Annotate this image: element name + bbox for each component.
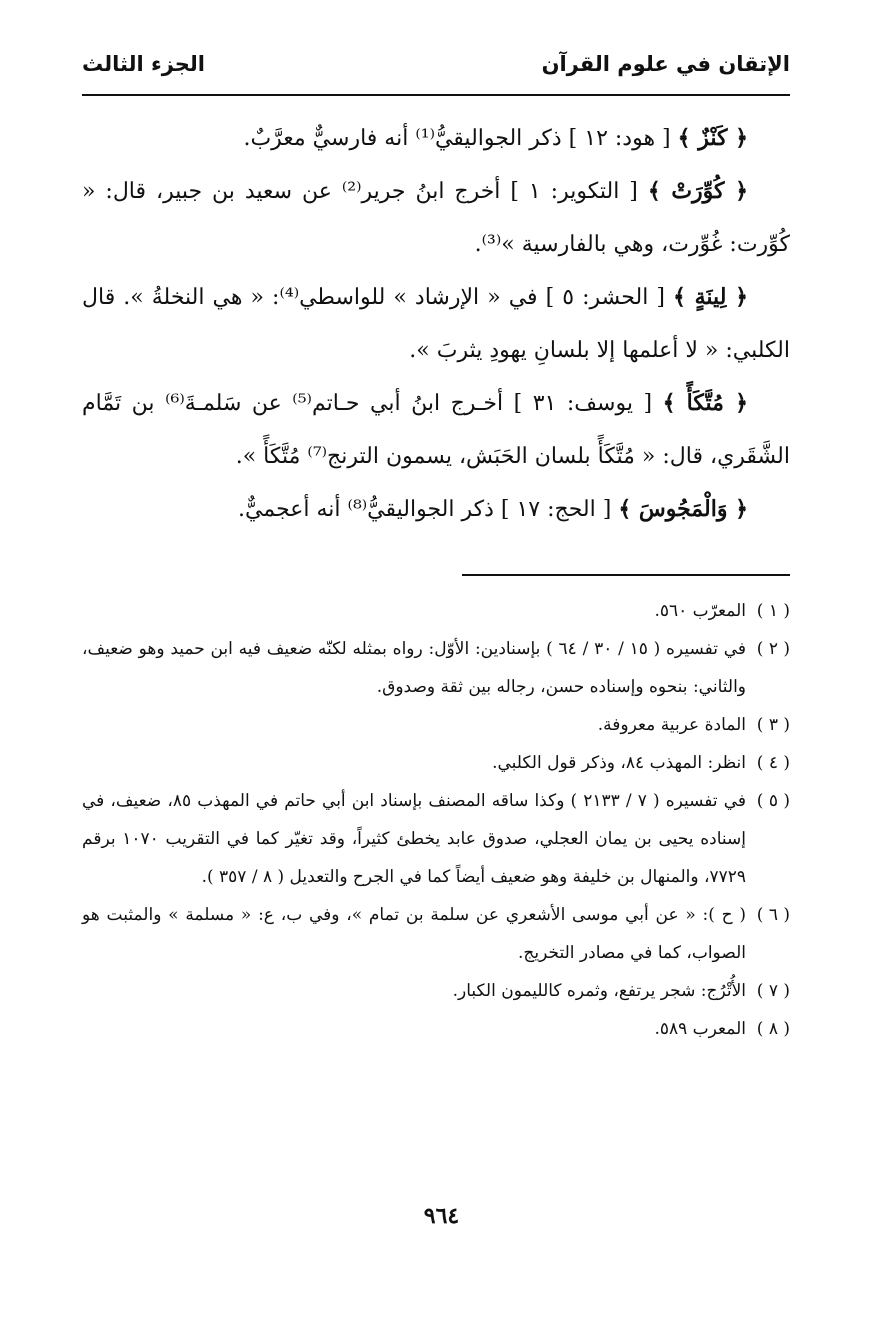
footnote-text: المعرب ٥٨٩. [654, 1019, 746, 1039]
footnote-divider [462, 574, 790, 576]
footnote-number: ( ٧ ) [756, 981, 790, 1001]
entry-text: [ يوسف: ٣١ ] أخـرج ابنُ أبي حـاتم⁽⁵⁾ عن سَلمـةَ⁽⁶⁾ بن تَمَّام الشَّقَري، قال: « مُتَّكَأً بلسان الحَبَش، يسمون الترنج⁽⁷⁾ مُتَّكَأً ». [82, 391, 790, 469]
entry-majus [82, 483, 790, 536]
book-title: الإتقان في علوم القرآن [541, 52, 790, 76]
footnote-number: ( ١ ) [756, 601, 790, 621]
quran-word: ﴿ كَنْزٌ ﴾ [677, 125, 748, 151]
footnote-text: في تفسيره ( ١٥ / ٣٠ / ٦٤ ) بإسنادين: الأوّل: رواه بمثله لكنّه ضعيف فيه ابن حميد وهو ضعيف، والثاني: بنحوه وإسناده حسن، رجاله بين ثقة وصدوق. [82, 639, 747, 697]
footnotes [82, 592, 790, 1048]
entry-kuwwirat [82, 165, 790, 271]
footnote-7 [82, 972, 790, 1010]
footnote-number: ( ٣ ) [756, 715, 790, 735]
entry-text: [ هود: ١٢ ] ذكر الجواليقيُّ⁽¹⁾ أنه فارسيٌّ معرَّبٌ. [243, 126, 678, 151]
entry-linah [82, 271, 790, 377]
main-text [82, 112, 790, 536]
running-header [82, 46, 790, 96]
quran-word: ﴿ وَالْمَجُوسَ ﴾ [618, 496, 748, 522]
entry-text: [ التكوير: ١ ] أخرج ابنُ جرير⁽²⁾ عن سعيد بن جبير، قال: « كُوِّرت: غُوِّرت، وهي بالفارسية »⁽³⁾. [82, 179, 790, 257]
entry-muttakaa [82, 377, 790, 483]
footnote-text: في تفسيره ( ٧ / ٢١٣٣ ) وكذا ساقه المصنف بإسناد ابن أبي حاتم في المهذب ٨٥، ضعيف، في إسناده يحيى بن يمان العجلي، صدوق عابد يخطئ كثيراً، وقد تغيّر كما في التقريب ١٠٧٠ برقم ٧٧٢٩، والمنهال بن خليفة وهو ضعيف أيضاً كما في الجرح والتعديل ( ٨ / ٣٥٧ ). [82, 791, 747, 887]
footnote-2 [82, 630, 790, 706]
footnote-3 [82, 706, 790, 744]
entry-kanz [82, 112, 790, 165]
page-number: ٩٦٤ [423, 1203, 460, 1229]
footnote-number: ( ٨ ) [756, 1019, 790, 1039]
volume-label: الجزء الثالث [82, 52, 205, 76]
footnote-1 [82, 592, 790, 630]
footnote-text: المادة عربية معروفة. [597, 715, 746, 735]
footnote-number: ( ٦ ) [756, 905, 790, 925]
footnote-text: المعرّب ٥٦٠. [654, 601, 746, 621]
quran-word: ﴿ لِينَةٍ ﴾ [673, 284, 749, 310]
quran-word: ﴿ كُوِّرَتْ ﴾ [647, 178, 748, 204]
footnote-8 [82, 1010, 790, 1048]
footnote-number: ( ٢ ) [756, 639, 790, 659]
quran-word: ﴿ مُتَّكَأً ﴾ [662, 390, 749, 416]
footnote-5 [82, 782, 790, 896]
footnote-text: الأُتْرُج: شجر يرتفع، وثمره كالليمون الكبار. [452, 981, 746, 1001]
footnote-4 [82, 744, 790, 782]
entry-text: [ الحج: ١٧ ] ذكر الجواليقيُّ⁽⁸⁾ أنه أعجميٌّ. [238, 497, 619, 522]
footnote-number: ( ٤ ) [756, 753, 790, 773]
footnote-number: ( ٥ ) [756, 791, 790, 811]
footnote-text: ( ح ): « عن أبي موسى الأشعري عن سلمة بن تمام »، وفي ب، ع: « مسلمة » والمثبت هو الصواب، كما في مصادر التخريج. [82, 905, 746, 963]
footnote-text: انظر: المهذب ٨٤، وذكر قول الكلبي. [492, 753, 746, 773]
entry-text: [ الحشر: ٥ ] في « الإرشاد » للواسطي⁽⁴⁾: « هي النخلةُ ». قال الكلبي: « لا أعلمها إلا بلسانِ يهودِ يثربَ ». [82, 285, 790, 363]
footnote-6 [82, 896, 790, 972]
